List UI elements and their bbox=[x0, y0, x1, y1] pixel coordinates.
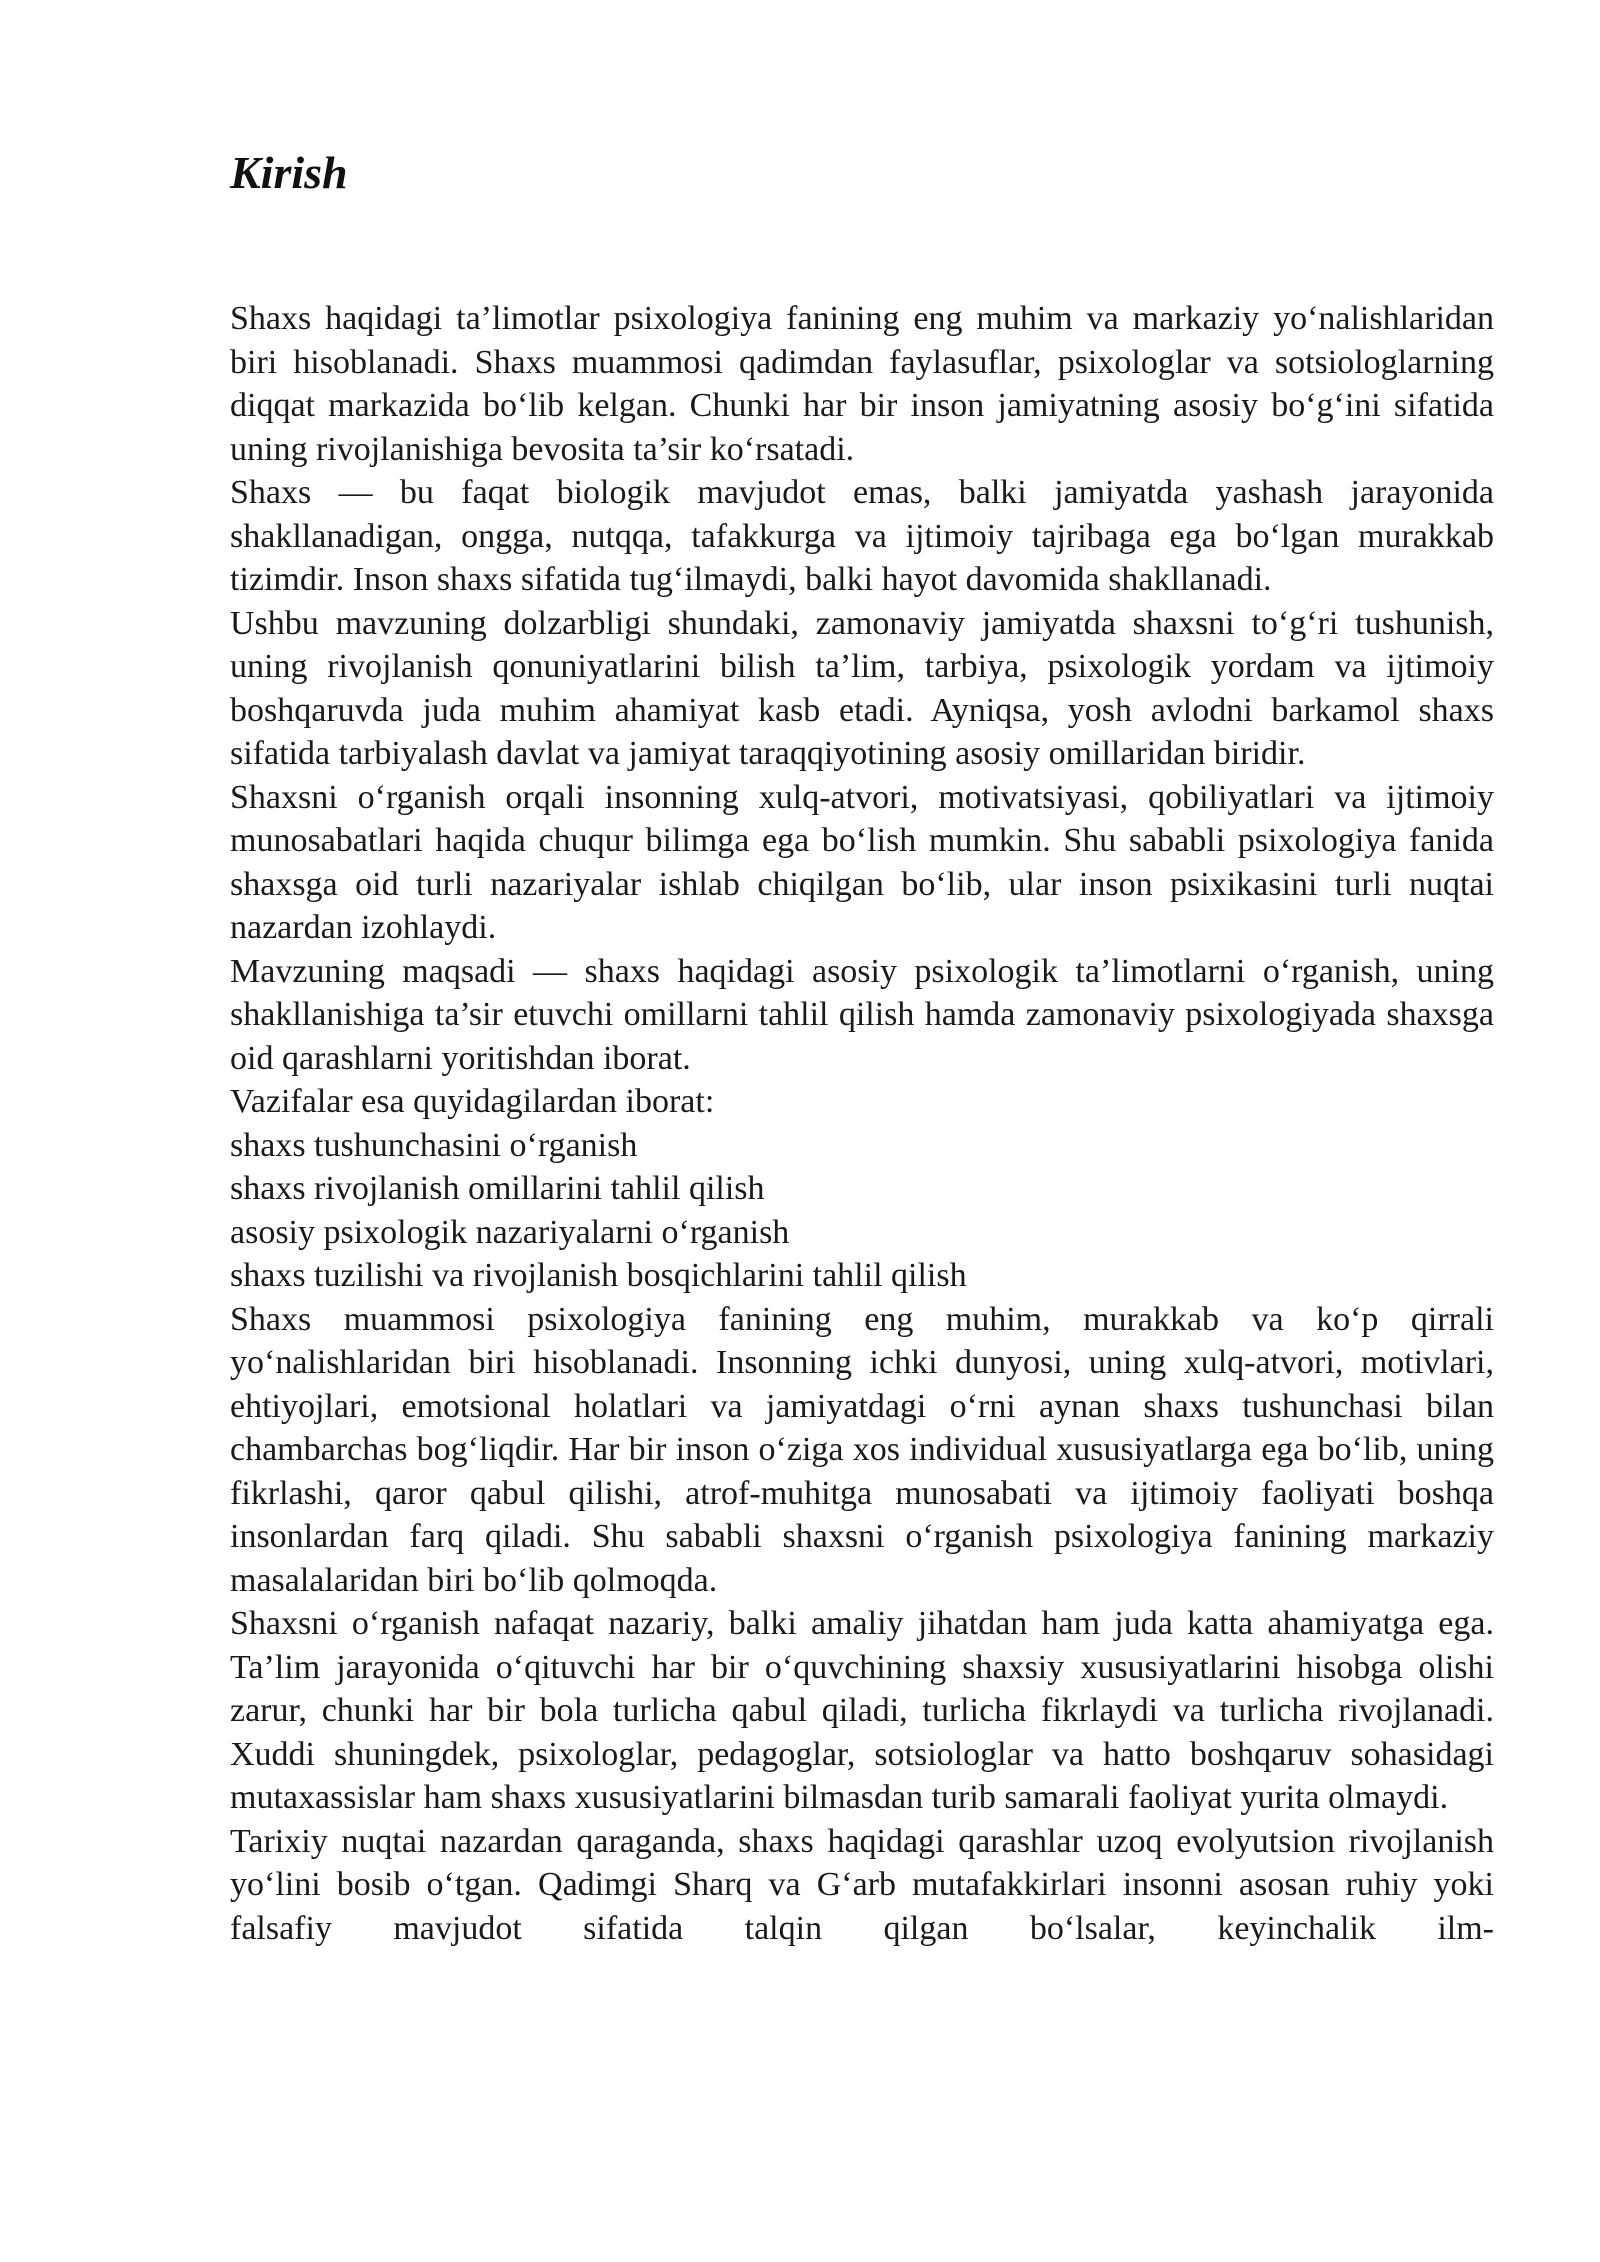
paragraph: Shaxsni o‘rganish orqali insonning xulq-atvori, motivatsiyasi, qobiliyatlari va ijtimoiy munosabatlari haqida chuqur bilimga ega bo‘lish mumkin. Shu sababli psixologiya fanida shaxsga oid turli nazariyalar ishlab chiqilgan bo‘lib, ular inson psixikasini turli nuqtai nazardan izohlaydi. bbox=[230, 778, 1494, 946]
document-body bbox=[230, 297, 1494, 1950]
paragraph-continued: Tarixiy nuqtai nazardan qaraganda, shaxs haqidagi qarashlar uzoq evolyutsion rivojlanish yo‘lini bosib o‘tgan. Qadimgi Sharq va G‘arb mutafakkirlari insonni asosan ruhiy yoki falsafiy mavjudot sifatida talqin qilgan bo‘lsalar, keyinchalik ilm- bbox=[230, 1822, 1494, 1947]
task-item: shaxs tuzilishi va rivojlanish bosqichlarini tahlil qilish bbox=[230, 1257, 967, 1294]
paragraph: Shaxs muammosi psixologiya fanining eng muhim, murakkab va ko‘p qirrali yo‘nalishlaridan biri hisoblanadi. Insonning ichki dunyosi, uning xulq-atvori, motivlari, ehtiyojlari, emotsional holatlari va jamiyatdagi o‘rni aynan shaxs tushunchasi bilan chambarchas bog‘liqdir. Har bir inson o‘ziga xos individual xususiyatlarga ega bo‘lib, uning fikrlashi, qaror qabul qilishi, atrof-muhitga munosabati va ijtimoiy faoliyati boshqa insonlardan farq qiladi. Shu sababli shaxsni o‘rganish psixologiya fanining markaziy masalalaridan biri bo‘lib qolmoqda. bbox=[230, 1300, 1494, 1599]
task-item: asosiy psixologik nazariyalarni o‘rganish bbox=[230, 1213, 790, 1251]
paragraph: Ushbu mavzuning dolzarbligi shundaki, zamonaviy jamiyatda shaxsni to‘g‘ri tushunish, uning rivojlanish qonuniyatlarini bilish ta’lim, tarbiya, psixologik yordam va ijtimoiy boshqaruvda juda muhim ahamiyat kasb etadi. Ayniqsa, yosh avlodni barkamol shaxs sifatida tarbiyalash davlat va jamiyat taraqqiyotining asosiy omillaridan biridir. bbox=[230, 604, 1494, 772]
paragraph: Shaxs — bu faqat biologik mavjudot emas, balki jamiyatda yashash jarayonida shakllanadigan, ongga, nutqqa, tafakkurga va ijtimoiy tajribaga ega bo‘lgan murakkab tizimdir. Inson shaxs sifatida tug‘ilmaydi, balki hayot davomida shakllanadi. bbox=[230, 474, 1494, 598]
section-heading: Kirish bbox=[230, 147, 348, 198]
tasks-intro: Vazifalar esa quyidagilardan iborat: bbox=[230, 1083, 715, 1120]
paragraph: Shaxsni o‘rganish nafaqat nazariy, balki amaliy jihatdan ham juda katta ahamiyatga ega. Ta’lim jarayonida o‘qituvchi har bir o‘quvchining shaxsiy xususiyatlarini hisobga olishi zarur, chunki har bir bola turlicha qabul qiladi, turlicha fikrlaydi va turlicha rivojlanadi. Xuddi shuningdek, psixologlar, pedagoglar, sotsiologlar va hatto boshqaruv sohasidagi mutaxassislar ham shaxs xususiyatlarini bilmasdan turib samarali faoliyat yurita olmaydi. bbox=[230, 1605, 1494, 1816]
paragraph: Shaxs haqidagi ta’limotlar psixologiya fanining eng muhim va markaziy yo‘nalishlaridan biri hisoblanadi. Shaxs muammosi qadimdan faylasuflar, psixologlar va sotsiologlarning diqqat markazida bo‘lib kelgan. Chunki har bir inson jamiyatning asosiy bo‘g‘ini sifatida uning rivojlanishiga bevosita ta’sir ko‘rsatadi. bbox=[230, 300, 1494, 468]
paragraph: Mavzuning maqsadi — shaxs haqidagi asosiy psixologik ta’limotlarni o‘rganish, uning shakllanishiga ta’sir etuvchi omillarni tahlil qilish hamda zamonaviy psixologiyada shaxsga oid qarashlarni yoritishdan iborat. bbox=[230, 952, 1494, 1077]
task-item: shaxs rivojlanish omillarini tahlil qilish bbox=[230, 1170, 765, 1207]
task-item: shaxs tushunchasini o‘rganish bbox=[230, 1126, 638, 1164]
